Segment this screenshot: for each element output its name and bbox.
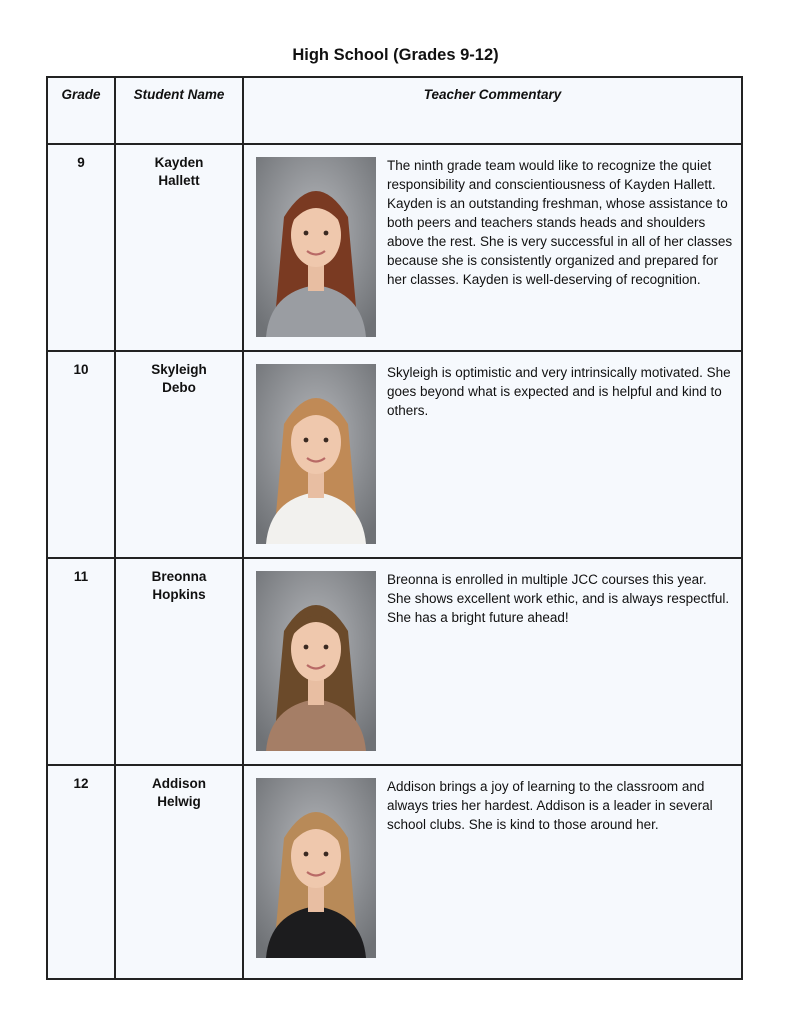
table-row xyxy=(47,765,742,979)
student-portrait-photo xyxy=(256,571,376,751)
student-name-cell: Skyleigh Debo xyxy=(115,351,243,558)
commentary-cell xyxy=(243,765,742,979)
table-header-row xyxy=(47,77,742,144)
grade-cell: 11 xyxy=(47,558,115,765)
grade-cell: 12 xyxy=(47,765,115,979)
page-title: High School (Grades 9-12) xyxy=(292,46,499,64)
student-name-cell: Kayden Hallett xyxy=(115,144,243,351)
header-student-name: Student Name xyxy=(115,77,243,144)
commentary-text: The ninth grade team would like to recognize the quiet responsibility and conscientiousness of Kayden Hallett. Kayden is an outstanding freshman, whose assistance to both peers and teachers stands heads and shoulders above the rest. She is very successful in all of her classes because she is consistently organized and prepared for her classes. Kayden is well-deserving of recognition. xyxy=(387,158,733,287)
commentary-cell xyxy=(243,144,742,351)
honor-roll-table xyxy=(46,76,743,980)
student-name-cell: Addison Helwig xyxy=(115,765,243,979)
table-row xyxy=(47,558,742,765)
table-row xyxy=(47,351,742,558)
table-row xyxy=(47,144,742,351)
student-portrait-photo xyxy=(256,364,376,544)
commentary-text: Breonna is enrolled in multiple JCC courses this year. She shows excellent work ethic, and is always respectful. She has a bright future ahead! xyxy=(387,572,730,625)
header-grade: Grade xyxy=(47,77,115,144)
commentary-cell xyxy=(243,558,742,765)
commentary-cell xyxy=(243,351,742,558)
grade-cell: 9 xyxy=(47,144,115,351)
header-teacher-commentary: Teacher Commentary xyxy=(243,77,742,144)
student-portrait-photo xyxy=(256,778,376,958)
grade-cell: 10 xyxy=(47,351,115,558)
commentary-text: Addison brings a joy of learning to the classroom and always tries her hardest. Addison is a leader in several school clubs. She is kind to those around her. xyxy=(387,779,713,832)
commentary-text: Skyleigh is optimistic and very intrinsically motivated. She goes beyond what is expected and is helpful and kind to others. xyxy=(387,365,731,418)
student-portrait-photo xyxy=(256,157,376,337)
student-name-cell: Breonna Hopkins xyxy=(115,558,243,765)
